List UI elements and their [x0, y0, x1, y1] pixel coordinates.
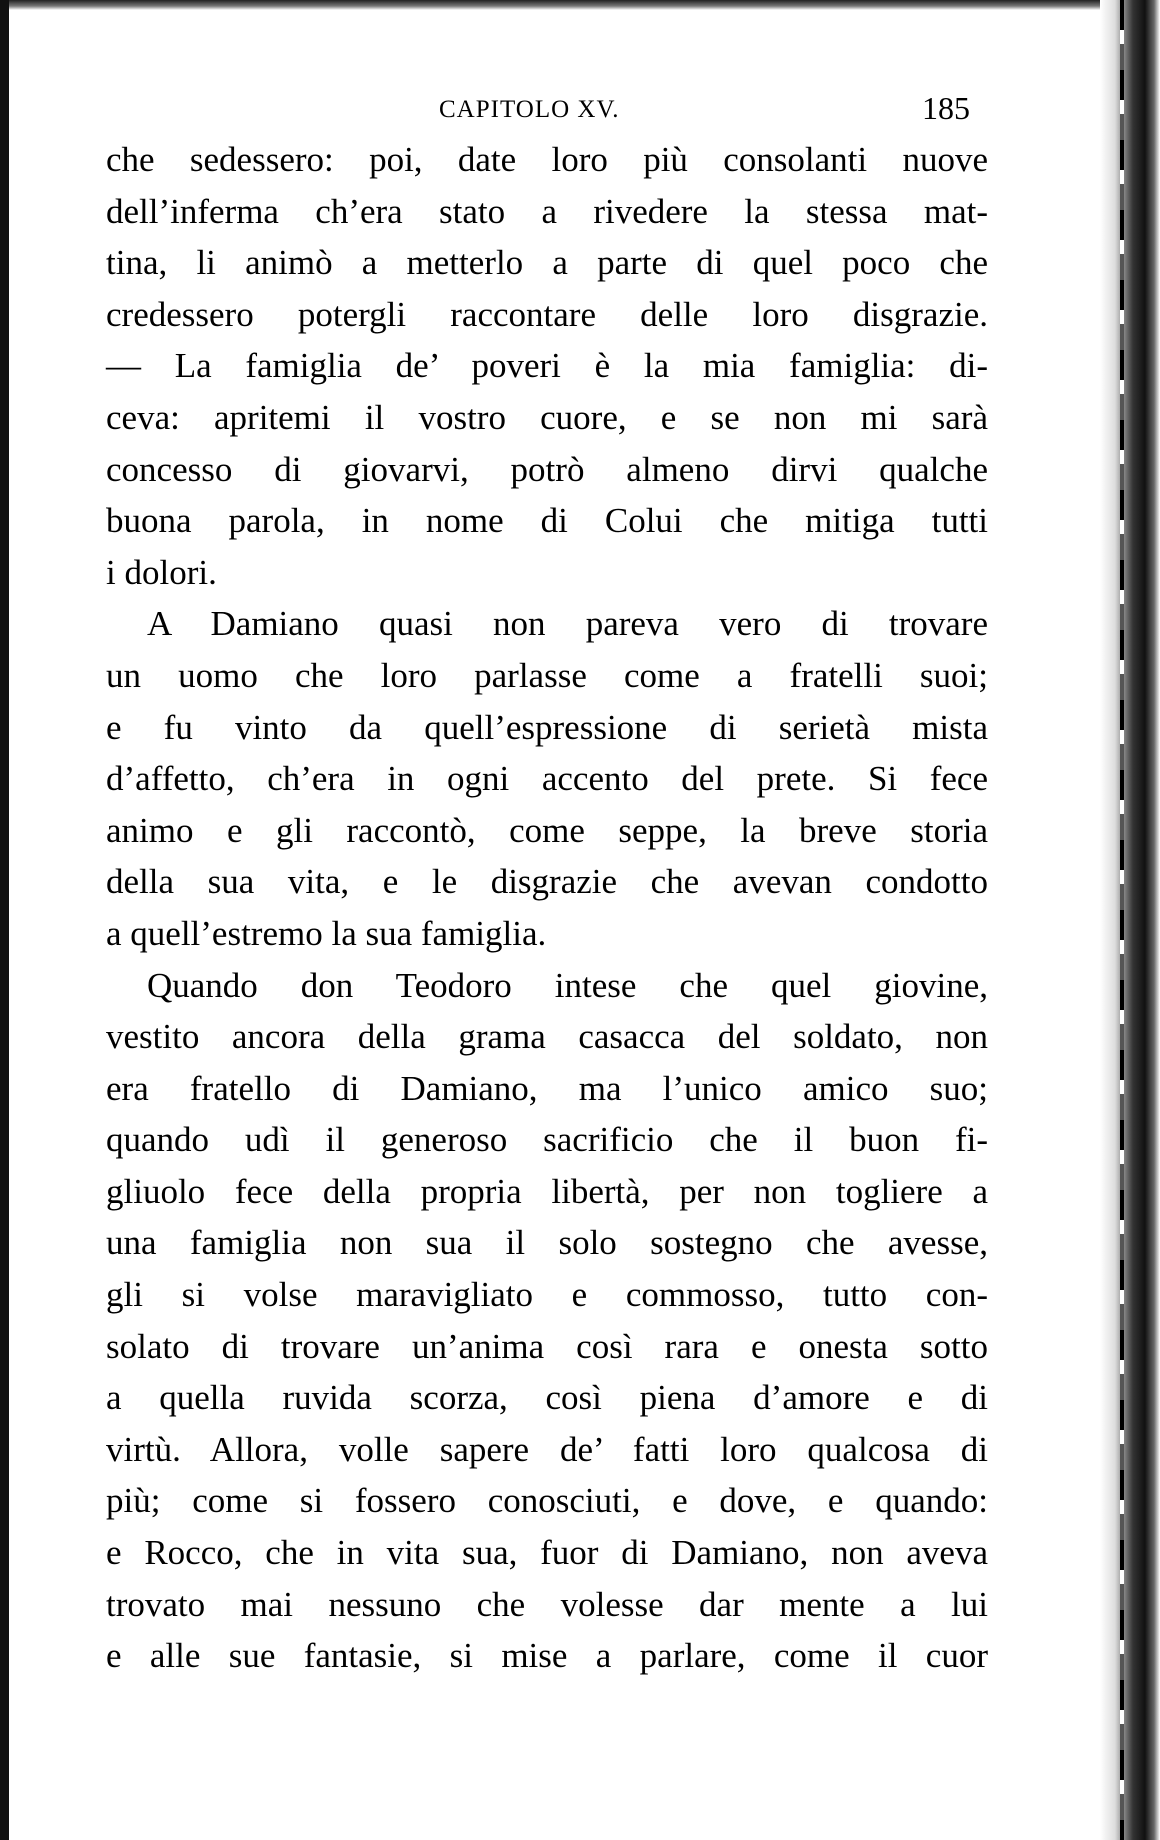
text-line: e fu vinto da quell’espressione di serietà mista — [106, 707, 988, 747]
text-line: e Rocco, che in vita sua, fuor di Damiano, non aveva — [106, 1533, 988, 1573]
text-line: virtù. Allora, volle sapere de’ fatti loro qualcosa di — [106, 1429, 988, 1469]
page-top-edge — [0, 0, 1120, 10]
text-line: e alle sue fantasie, si mise a parlare, come il cuor — [106, 1636, 988, 1676]
paragraph — [106, 134, 988, 598]
text-line: che sedessero: poi, date loro più consolanti nuove — [106, 140, 988, 179]
text-line: concesso di giovarvi, potrò almeno dirvi qualche — [106, 449, 988, 489]
text-line: quando udì il generoso sacrificio che il buon fi- — [106, 1120, 988, 1160]
text-line: gliuolo fece della propria libertà, per non togliere a — [106, 1171, 988, 1211]
page-number: 185 — [922, 90, 970, 126]
text-line: a quell’estremo la sua famiglia. — [106, 913, 547, 953]
text-line: era fratello di Damiano, ma l’unico amico suo; — [106, 1068, 988, 1108]
text-line: gli si volse maravigliato e commosso, tutto con- — [106, 1275, 988, 1315]
text-line: — La famiglia de’ poveri è la mia famiglia: di- — [106, 346, 988, 386]
text-line: d’affetto, ch’era in ogni accento del prete. Si fece — [106, 759, 988, 799]
text-line: vestito ancora della grama casacca del soldato, non — [106, 1017, 988, 1057]
body-text — [106, 134, 988, 1682]
text-line: ceva: apritemi il vostro cuore, e se non mi sarà — [106, 397, 988, 437]
book-spine-edge — [1100, 0, 1160, 1840]
text-line: più; come si fossero conosciuti, e dove, e quando: — [106, 1481, 988, 1521]
text-line: solato di trovare un’anima così rara e onesta sotto — [106, 1326, 988, 1366]
paragraph — [106, 960, 988, 1682]
text-line: i dolori. — [106, 552, 217, 592]
text-line: credessero potergli raccontare delle loro disgrazie. — [106, 294, 988, 334]
text-line: a quella ruvida scorza, così piena d’amore e di — [106, 1378, 988, 1418]
text-line: una famiglia non sua il solo sostegno che avesse, — [106, 1223, 988, 1263]
text-line: Quando don Teodoro intese che quel giovine, — [147, 965, 988, 1005]
text-line: A Damiano quasi non pareva vero di trovare — [147, 604, 988, 644]
text-line: dell’inferma ch’era stato a rivedere la stessa mat- — [106, 191, 988, 231]
running-header — [106, 90, 970, 130]
text-line: tina, li animò a metterlo a parte di quel poco che — [106, 243, 988, 283]
paragraph — [106, 598, 988, 959]
page-left-edge — [0, 0, 9, 1840]
text-line: animo e gli raccontò, come seppe, la breve storia — [106, 810, 988, 850]
text-line: buona parola, in nome di Colui che mitiga tutti — [106, 501, 988, 541]
text-line: trovato mai nessuno che volesse dar mente a lui — [106, 1584, 988, 1624]
text-line: un uomo che loro parlasse come a fratelli suoi; — [106, 655, 988, 695]
chapter-title: CAPITOLO XV. — [439, 96, 620, 123]
text-line: della sua vita, e le disgrazie che avevan condotto — [106, 862, 988, 902]
